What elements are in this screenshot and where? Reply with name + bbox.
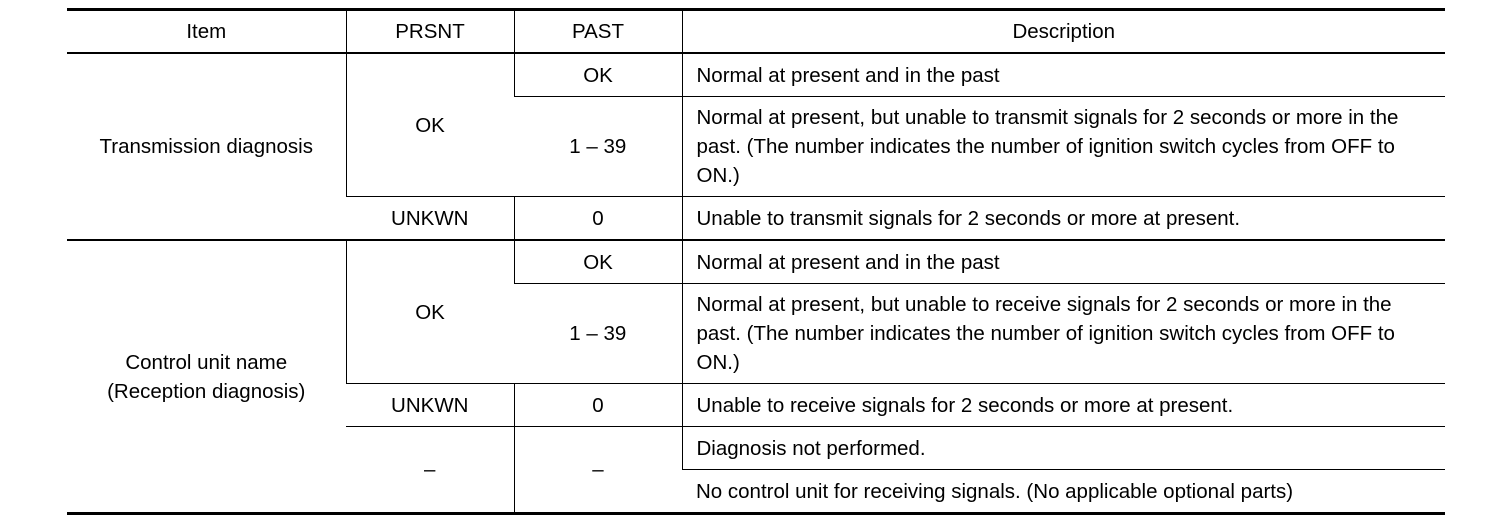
prsnt-cell: OK [346,53,514,197]
past-cell: OK [514,53,682,97]
table-row [67,240,1445,284]
item-cell-transmission-diagnosis: Transmission diagnosis [67,53,346,240]
prsnt-cell: – [346,427,514,514]
header-prsnt: PRSNT [346,10,514,54]
description-cell: No control unit for receiving signals. (No applicable optional parts) [682,470,1445,514]
prsnt-cell: OK [346,240,514,384]
diagnosis-results-table [67,8,1445,515]
past-cell: 0 [514,197,682,241]
description-cell: Unable to transmit signals for 2 seconds or more at present. [682,197,1445,241]
past-cell: OK [514,240,682,284]
prsnt-cell: UNKWN [346,197,514,241]
item-label: Control unit name (Reception diagnosis) [107,350,306,403]
header-item: Item [67,10,346,54]
past-cell: – [514,427,682,514]
header-description: Description [682,10,1445,54]
description-cell: Normal at present and in the past [682,53,1445,97]
past-cell: 1 – 39 [514,97,682,197]
table-row [67,53,1445,97]
description-cell: Normal at present and in the past [682,240,1445,284]
header-past: PAST [514,10,682,54]
description-cell: Normal at present, but unable to receive signals for 2 seconds or more in the past. (The number indicates the number of ignition switch cycles from OFF to ON.) [682,284,1445,384]
prsnt-cell: UNKWN [346,384,514,427]
table-header-row [67,10,1445,54]
description-cell: Normal at present, but unable to transmit signals for 2 seconds or more in the past. (The number indicates the number of ignition switch cycles from OFF to ON.) [682,97,1445,197]
description-cell: Diagnosis not performed. [682,427,1445,470]
past-cell: 0 [514,384,682,427]
past-cell: 1 – 39 [514,284,682,384]
description-cell: Unable to receive signals for 2 seconds or more at present. [682,384,1445,427]
item-cell-reception-diagnosis [67,240,346,514]
